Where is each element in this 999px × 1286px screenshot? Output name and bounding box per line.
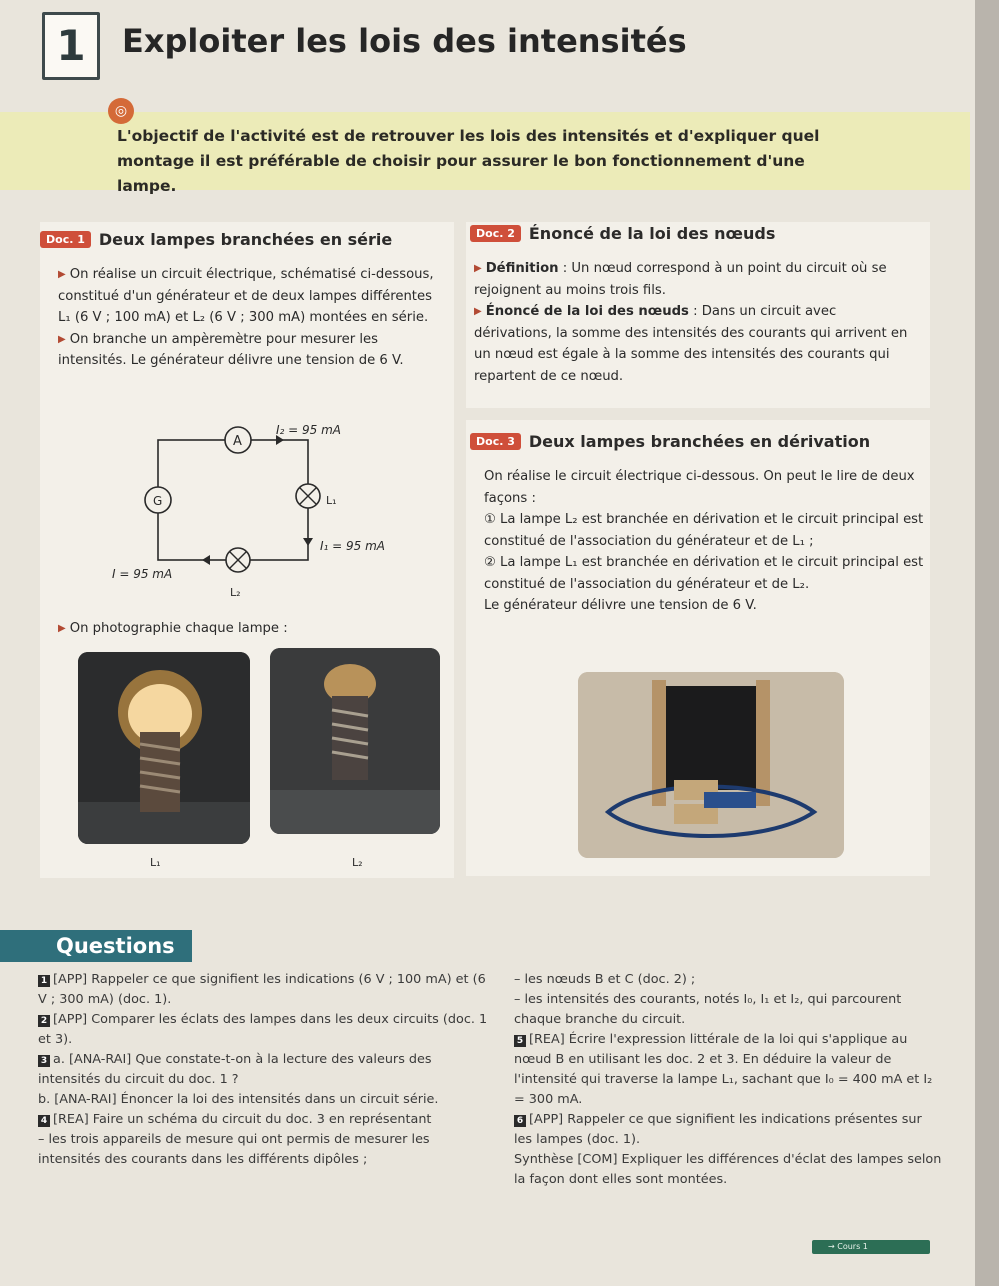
doc1-badge: Doc. 1: [40, 231, 91, 248]
doc3-header: [470, 432, 870, 451]
page-edge: [975, 0, 999, 1286]
doc3-title: Deux lampes branchées en dérivation: [528, 432, 871, 451]
page-title: Exploiter les lois des intensités: [122, 22, 687, 60]
question-6: [APP] Rappeler ce que signifient les indications présentes sur les lampes (doc. 1).: [514, 1112, 922, 1147]
doc2-badge: Doc. 2: [470, 225, 521, 242]
doc2-text: [474, 258, 914, 387]
target-icon: ◎: [108, 98, 134, 124]
question-5: [REA] Écrire l'expression littérale de la loi qui s'applique au nœud B en utilisant les doc. 2 et 3. En déduire la valeur de l'intensité qui traverse la lampe L₁, sachant que I₀ = 400 mA et I₂ = 300 mA.: [514, 1032, 933, 1107]
doc1-title: Deux lampes branchées en série: [98, 230, 393, 249]
objective-banner: [0, 112, 970, 195]
doc2-header: [470, 224, 775, 243]
questions-heading: Questions: [0, 930, 192, 962]
doc2-law-label: Énoncé de la loi des nœuds: [485, 304, 689, 319]
question-4c: – les intensités des courants, notés I₀, I₁ et I₂, qui parcourent chaque branche du circuit.: [514, 992, 902, 1027]
doc2-def-text: : Un nœud correspond à un point du circuit où se rejoignent au moins trois fils.: [474, 261, 887, 298]
doc1-text: [58, 264, 436, 372]
doc1-header: [40, 230, 392, 249]
photo-label-l1: L₁: [150, 856, 161, 869]
current-arrow: [303, 538, 313, 546]
doc2-def-label: Définition: [485, 261, 559, 276]
bullet-icon: ▶: [58, 333, 66, 345]
lamp-l1-photo: [78, 652, 250, 844]
ammeter-label: A: [233, 434, 242, 449]
doc3-p3: ② La lampe L₁ est branchée en dérivation et le circuit principal est constitué de l'association du générateur et de L₂.: [484, 555, 924, 592]
bullet-icon: ▶: [58, 623, 66, 634]
questions-col-right: [514, 970, 942, 1190]
doc3-p4: Le générateur délivre une tension de 6 V.: [484, 598, 757, 613]
current-arrow: [202, 555, 210, 565]
doc2-law-text: : Dans un circuit avec dérivations, la somme des intensités des courants qui arrivent en un nœud est égale à la somme des intensités des courants qui repartent de ce nœud.: [474, 304, 908, 384]
question-3a: a. [ANA-RAI] Que constate-t-on à la lecture des valeurs des intensités du circuit du doc. 1 ?: [38, 1052, 432, 1087]
question-4: [REA] Faire un schéma du circuit du doc. 3 en représentant: [53, 1112, 432, 1127]
question-number: 3: [38, 1055, 50, 1067]
i1-label: I₁ = 95 mA: [320, 539, 386, 553]
question-4b: – les nœuds B et C (doc. 2) ;: [514, 972, 696, 987]
question-number: 1: [38, 975, 50, 987]
bullet-icon: ▶: [474, 263, 482, 274]
question-3b: b. [ANA-RAI] Énoncer la loi des intensités dans un circuit série.: [38, 1092, 439, 1107]
doc1-photo-caption: [58, 618, 436, 640]
questions-col-left: [38, 970, 494, 1170]
i2-label: I₂ = 95 mA: [276, 423, 342, 437]
doc1-p2: On branche un ampèremètre pour mesurer les intensités. Le générateur délivre une tension de 6 V.: [58, 331, 404, 368]
parallel-circuit-photo: [578, 672, 844, 858]
bullet-icon: ▶: [474, 306, 482, 317]
doc1-p1: On réalise un circuit électrique, schématisé ci-dessous, constitué d'un générateur et de deux lampes différentes L₁ (6 V ; 100 mA) et L₂ (6 V ; 300 mA) montées en série.: [58, 267, 434, 325]
photo-label-l2: L₂: [352, 856, 363, 869]
synthesis-question: Synthèse [COM] Expliquer les différences d'éclat des lampes selon la façon dont elles sont montées.: [514, 1152, 942, 1187]
generator-label: G: [153, 494, 163, 508]
i-label: I = 95 mA: [112, 567, 173, 581]
doc3-text: [484, 466, 926, 617]
lamp-l2-photo: [270, 648, 440, 834]
bullet-icon: ▶: [58, 269, 66, 280]
doc1-p3: On photographie chaque lampe :: [69, 621, 288, 636]
question-number: 4: [38, 1115, 50, 1127]
lamp-l1-label: L₁: [326, 494, 337, 507]
question-4a: – les trois appareils de mesure qui ont permis de mesurer les intensités des courants dans les différents dipôles ;: [38, 1132, 430, 1167]
question-1: [APP] Rappeler ce que signifient les indications (6 V ; 100 mA) et (6 V ; 300 mA) (doc. 1).: [38, 972, 486, 1007]
objective-text: L'objectif de l'activité est de retrouver les lois des intensités et d'expliquer quel montage il est préférable de choisir pour assurer le bon fonctionnement d'une lampe.: [117, 127, 820, 195]
doc3-p2: ① La lampe L₂ est branchée en dérivation et le circuit principal est constitué de l'association du générateur et de L₁ ;: [484, 512, 924, 549]
question-number: 6: [514, 1115, 526, 1127]
lamp-l2-label: L₂: [230, 586, 241, 599]
question-2: [APP] Comparer les éclats des lampes dans les deux circuits (doc. 1 et 3).: [38, 1012, 488, 1047]
doc2-title: Énoncé de la loi des nœuds: [528, 224, 776, 243]
cours-link[interactable]: → Cours 1: [812, 1240, 930, 1254]
question-number: 2: [38, 1015, 50, 1027]
doc3-badge: Doc. 3: [470, 433, 521, 450]
activity-number: 1: [42, 12, 100, 80]
doc3-p1: On réalise le circuit électrique ci-dessous. On peut le lire de deux façons :: [484, 469, 915, 506]
question-number: 5: [514, 1035, 526, 1047]
series-circuit-diagram: [100, 418, 420, 608]
